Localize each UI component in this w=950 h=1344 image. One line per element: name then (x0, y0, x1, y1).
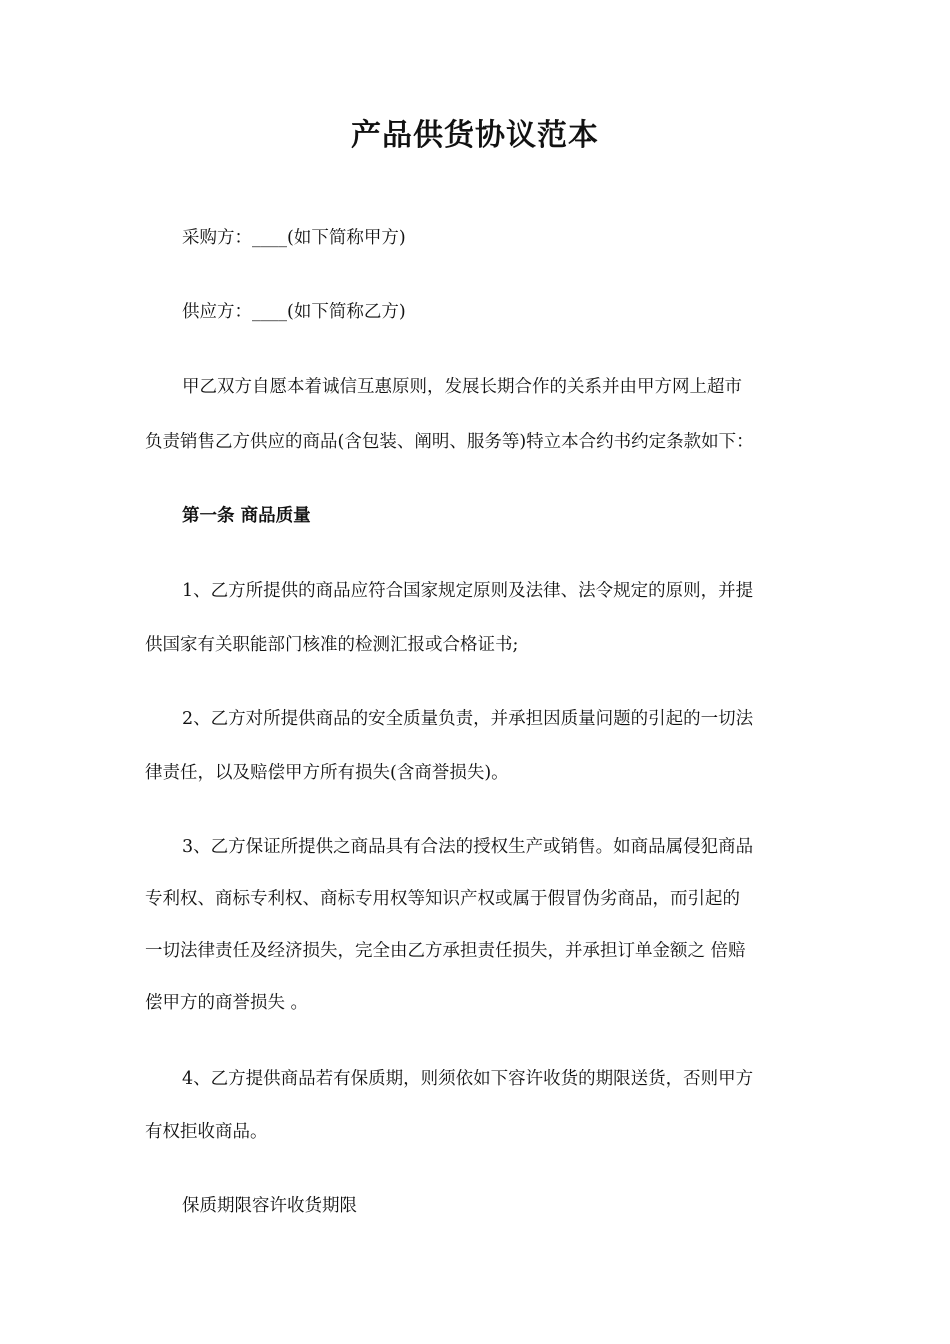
intro-paragraph-line-2: 负责销售乙方供应的商品(含包装、阐明、服务等)特立本合约书约定条款如下： (145, 432, 754, 452)
intro-paragraph-line-1: 甲乙双方自愿本着诚信互惠原则，发展长期合作的关系并由甲方网上超市 (182, 377, 742, 397)
document-title: 产品供货协议范本 (351, 118, 599, 153)
shelf-life-table-heading: 保质期限容许收货期限 (182, 1196, 357, 1216)
article-1-heading: 第一条 商品质量 (182, 506, 311, 526)
clause-2-line-2: 律责任，以及赔偿甲方所有损失(含商誉损失)。 (145, 763, 509, 783)
clause-3-line-3: 一切法律责任及经济损失，完全由乙方承担责任损失，并承担订单金额之 倍赔 (145, 941, 746, 961)
clause-4-line-1: 4、乙方提供商品若有保质期，则须依如下容许收货的期限送货，否则甲方 (182, 1069, 754, 1089)
clause-3-line-1: 3、乙方保证所提供之商品具有合法的授权生产或销售。如商品属侵犯商品 (182, 837, 754, 857)
clause-1-line-1: 1、乙方所提供的商品应符合国家规定原则及法律、法令规定的原则，并提 (182, 581, 754, 601)
supplier-line: 供应方：____(如下简称乙方) (182, 302, 406, 322)
buyer-line: 采购方：____(如下简称甲方) (182, 228, 406, 248)
clause-3-line-4: 偿甲方的商誉损失 。 (145, 993, 309, 1013)
clause-4-line-2: 有权拒收商品。 (145, 1122, 268, 1142)
clause-3-line-2: 专利权、商标专利权、商标专用权等知识产权或属于假冒伪劣商品，而引起的 (145, 889, 740, 909)
clause-1-line-2: 供国家有关职能部门核准的检测汇报或合格证书; (145, 635, 519, 655)
clause-2-line-1: 2、乙方对所提供商品的安全质量负责，并承担因质量问题的引起的一切法 (182, 709, 754, 729)
